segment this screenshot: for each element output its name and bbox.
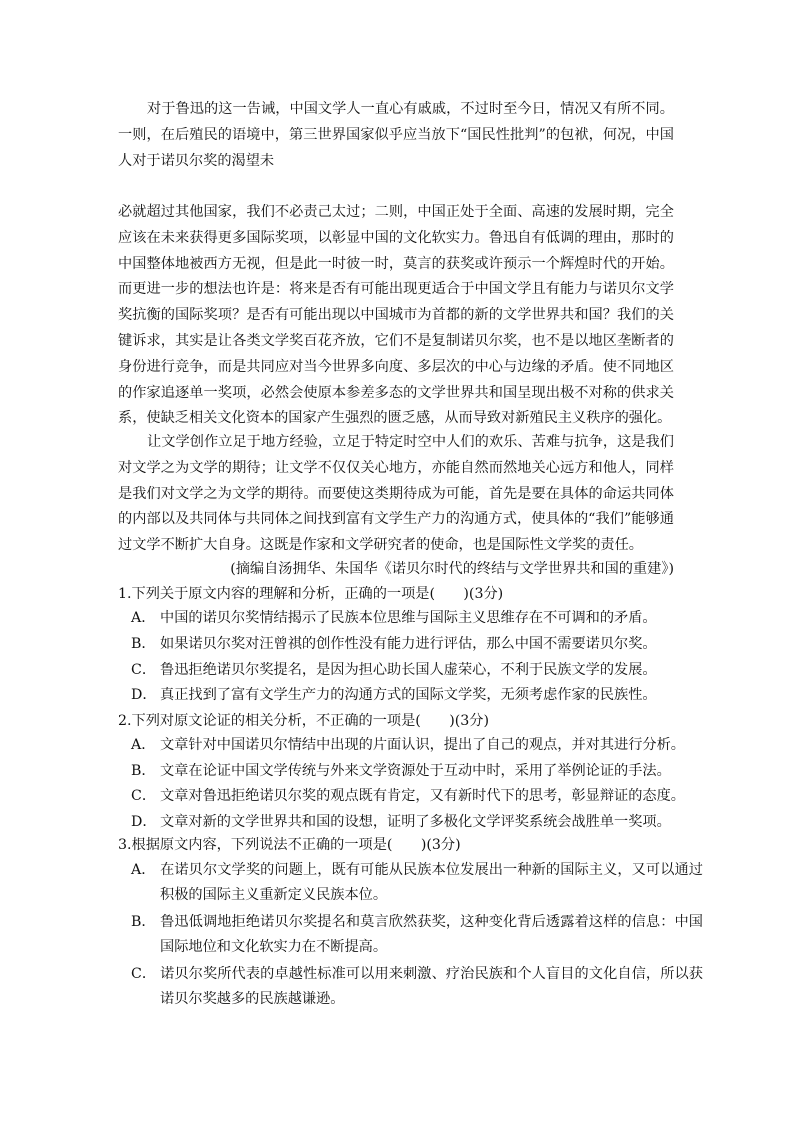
option-letter: B． bbox=[131, 914, 156, 930]
question-3-stem: 3.根据原文内容，下列说法不正确的一项是( )(3分) bbox=[118, 837, 461, 853]
option-letter: C． bbox=[131, 788, 157, 804]
option-text: 文章对鲁迅拒绝诺贝尔奖的观点既有肯定，又有新时代下的思考，彰显辩证的态度。 bbox=[160, 788, 685, 804]
option-letter: A． bbox=[131, 610, 156, 626]
question-3-option-c bbox=[131, 962, 703, 1013]
question-2-option-c bbox=[131, 784, 703, 809]
option-text: 文章针对中国诺贝尔情结中出现的片面认识，提出了自己的观点，并对其进行分析。 bbox=[160, 737, 685, 753]
question-2-stem: 2.下列对原文论证的相关分析，不正确的一项是( )(3分) bbox=[118, 713, 490, 729]
passage-paragraph-1: 对于鲁迅的这一告诫，中国文学人一直心有戚戚，不过时至今日，情况又有所不同。一则，在后殖民的语境中，第三世界国家似乎应当放下“国民性批判”的包袱，何况，中国人对于诺贝尔奖的渴望未 bbox=[118, 101, 674, 169]
option-letter: C． bbox=[131, 966, 157, 982]
passage-paragraph-3: 让文学创作立足于地方经验，立足于特定时空中人们的欢乐、苦难与抗争，这是我们对文学之为文学的期待；让文学不仅仅关心地方，亦能自然而然地关心远方和他人，同样是我们对文学之为文学的期待。而要使这类期待成为可能，首先是要在具体的命运共同体的内部以及共同体与共同体之间找到富有文学生产力的沟通方式，使具体的“我们”能够通过文学不断扩大自身。这既是作家和文学研究者的使命，也是国际性文学奖的责任。 bbox=[118, 434, 674, 554]
option-text: 文章在论证中国文学传统与外来文学资源处于互动中时，采用了举例论证的手法。 bbox=[160, 763, 671, 779]
option-letter: B． bbox=[131, 763, 156, 779]
question-1-option-b bbox=[131, 632, 703, 657]
question-3-option-b bbox=[131, 910, 703, 961]
question-3-option-a bbox=[131, 858, 703, 909]
passage-paragraph-2: 必就超过其他国家，我们不必责己太过；二则，中国正处于全面、高速的发展时期，完全应该在未来获得更多国际奖项，以彰显中国的文化软实力。鲁迅自有低调的理由，那时的中国整体地被西方无视，但是此一时彼一时，莫言的获奖或许预示一个辉煌时代的开始。而更进一步的想法也许是：将来是否有可能出现更适合于中国文学且有能力与诺贝尔文学奖抗衡的国际奖项？是否有可能出现以中国城市为首都的新的文学世界共和国？我们的关键诉求，其实是让各类文学奖百花齐放，它们不是复制诺贝尔奖，也不是以地区垄断者的身份进行竞争，而是共同应对当今世界多向度、多层次的中心与边缘的矛盾。使不同地区的作家追逐单一奖项，必然会使原本参差多态的文学世界共和国呈现出极不对称的供求关系，使缺乏相关文化资本的国家产生强烈的匮乏感，从而导致对新殖民主义秩序的强化。 bbox=[118, 204, 674, 427]
question-1-stem: 1.下列关于原文内容的理解和分析，正确的一项是( )(3分) bbox=[118, 586, 504, 602]
question-2-option-b bbox=[131, 759, 703, 784]
option-text: 鲁迅拒绝诺贝尔奖提名，是因为担心助长国人虚荣心，不利于民族文学的发展。 bbox=[160, 662, 657, 678]
option-letter: D． bbox=[131, 687, 157, 703]
option-letter: D． bbox=[131, 814, 157, 830]
option-letter: B． bbox=[131, 636, 156, 652]
question-2-option-a bbox=[131, 733, 703, 758]
question-1-option-d bbox=[131, 683, 703, 708]
option-text: 诺贝尔奖所代表的卓越性标准可以用来刺激、疗治民族和个人盲目的文化自信，所以获诺贝尔奖越多的民族越谦逊。 bbox=[160, 966, 703, 1008]
option-letter: A． bbox=[131, 737, 156, 753]
option-text: 在诺贝尔文学奖的问题上，既有可能从民族本位发展出一种新的国际主义，又可以通过积极的国际主义重新定义民族本位。 bbox=[160, 862, 703, 904]
question-2-option-d bbox=[131, 810, 703, 835]
option-text: 真正找到了富有文学生产力的沟通方式的国际文学奖，无须考虑作家的民族性。 bbox=[160, 687, 657, 703]
question-1-option-a bbox=[131, 606, 703, 631]
question-1-option-c bbox=[131, 658, 703, 683]
option-text: 如果诺贝尔奖对汪曾祺的创作性没有能力进行评估，那么中国不需要诺贝尔奖。 bbox=[160, 636, 657, 652]
option-letter: A． bbox=[131, 862, 156, 878]
passage-source-citation: (摘编自汤拥华、朱国华《诺贝尔时代的终结与文学世界共和国的重建》) bbox=[230, 561, 674, 577]
option-text: 文章对新的文学世界共和国的设想，证明了多极化文学评奖系统会战胜单一奖项。 bbox=[160, 814, 671, 830]
option-text: 中国的诺贝尔奖情结揭示了民族本位思维与国际主义思维存在不可调和的矛盾。 bbox=[160, 610, 657, 626]
option-letter: C． bbox=[131, 662, 157, 678]
option-text: 鲁迅低调地拒绝诺贝尔奖提名和莫言欣然获奖，这种变化背后透露着这样的信息：中国国际地位和文化软实力在不断提高。 bbox=[160, 914, 703, 956]
